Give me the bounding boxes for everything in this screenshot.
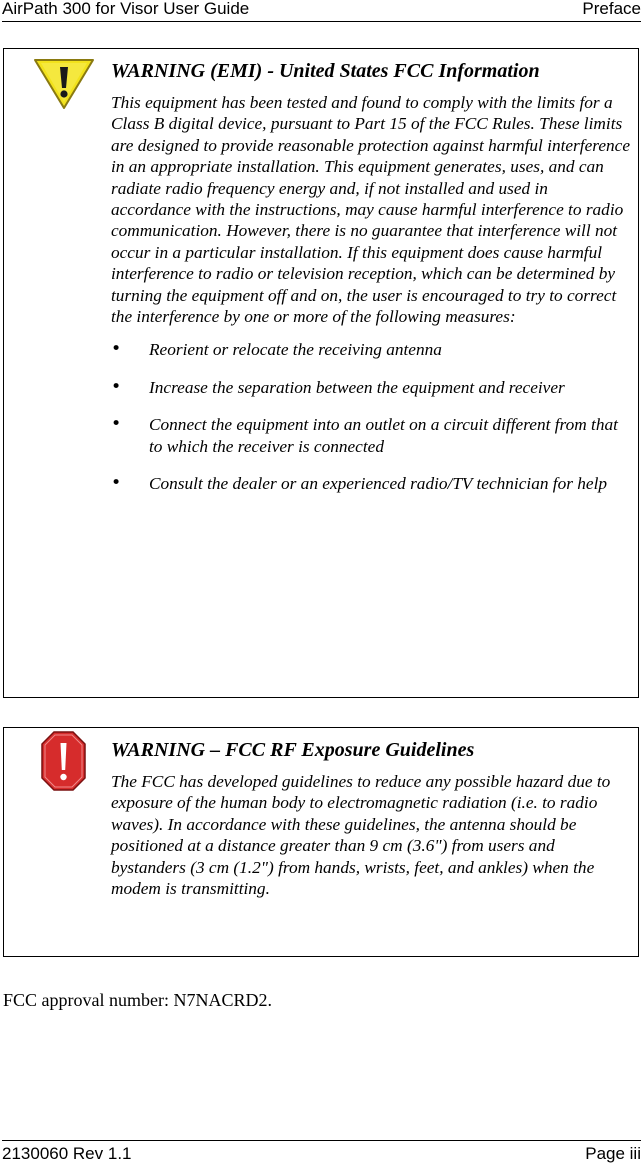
bullet-icon: • — [111, 473, 122, 494]
list-item: • Increase the separation between the equipment and receiver — [111, 376, 565, 397]
rf-warning-body: The FCC has developed guidelines to reduce any possible hazard due to exposure of the human body to electromagnetic radiation (i.e. to radio waves). In accordance with these guidelines, the antenna should be positioned at a distance greater than 9 cm (3.6") from users and bystanders (3 cm (1.2") from hands, wrists, feet, and ankles) when the modem is transmitting. — [111, 772, 611, 899]
rf-exposure-warning-box — [3, 727, 639, 957]
bullet-icon: • — [111, 376, 122, 397]
page-header — [2, 0, 641, 22]
rf-warning-title: WARNING – FCC RF Exposure Guidelines — [111, 739, 475, 761]
bullet-icon: • — [111, 414, 122, 435]
list-item: • Reorient or relocate the receiving antenna — [111, 339, 442, 360]
list-item: • Consult the dealer or an experienced radio/TV technician for help — [111, 473, 608, 494]
page-footer — [2, 1140, 641, 1164]
header-section: Preface — [582, 0, 641, 18]
caution-triangle-icon — [31, 50, 97, 110]
footer-page-number: Page iii — [585, 1144, 641, 1163]
header-doc-title: AirPath 300 for Visor User Guide — [2, 0, 250, 18]
footer-revision: 2130060 Rev 1.1 — [2, 1144, 132, 1163]
bullet-icon: • — [111, 339, 122, 360]
stop-sign-icon — [41, 730, 86, 792]
fcc-approval-number: FCC approval number: N7NACRD2. — [3, 990, 272, 1010]
emi-measures-list — [111, 339, 632, 494]
list-item: • Connect the equipment into an outlet on a circuit different from that to which the receiver is connected — [111, 414, 618, 456]
emi-warning-box — [3, 48, 639, 698]
emi-warning-title: WARNING (EMI) - United States FCC Information — [111, 60, 540, 82]
emi-warning-body: This equipment has been tested and found to comply with the limits for a Class B digital device, pursuant to Part 15 of the FCC Rules. These limits are designed to provide reasonable protection against harmful interference in an appropriate installation. This equipment generates, uses, and can radiate radio frequency energy and, if not installed and used in accordance with the instructions, may cause harmful interference to radio communication. However, there is no guarantee that interference will not occur in a particular installation. If this equipment does cause harmful interference to radio or television reception, which can be determined by turning the equipment off and on, the user is encouraged to try to correct the interference by one or more of the following measures: — [111, 93, 630, 327]
